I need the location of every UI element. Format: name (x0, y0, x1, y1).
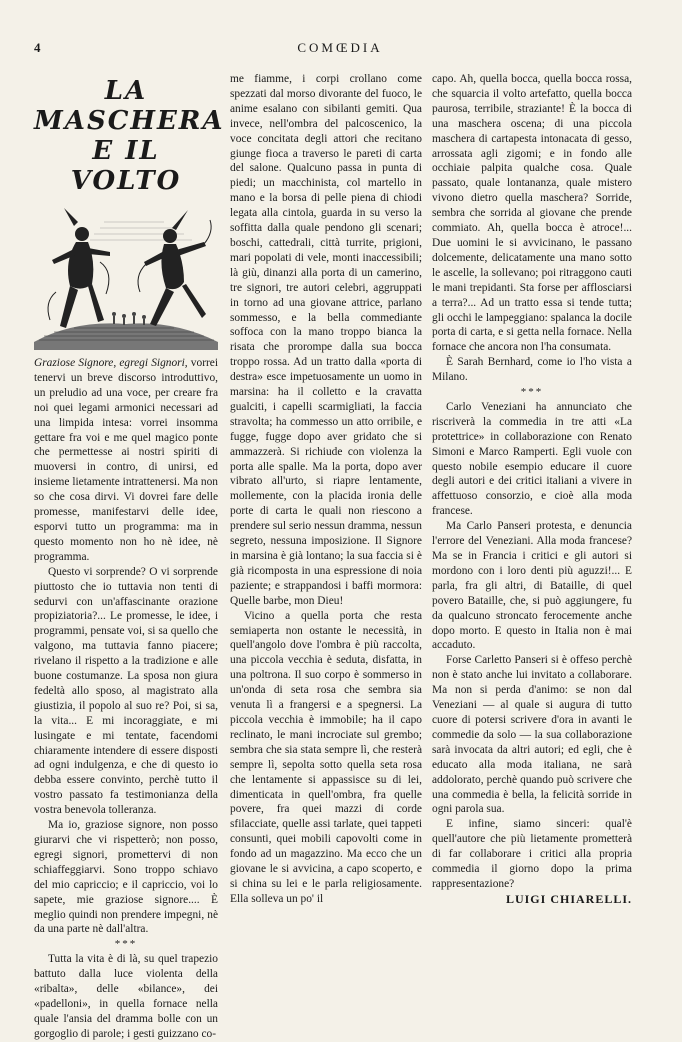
salutation: Graziose Signore, egregi Signori, (34, 357, 188, 369)
paragraph-text: vorrei tenervi un breve discorso introduttivo, un preludio ad una voce, per creare fra noi quei legami armonici necessari ad una limpida intesa: vorrei insomma gettare fra voi e me quel magico ponte che permettesse ai nostri spiriti di muoversi in contro, di unirsi, ed insieme lietamente intrattenersi. Ma non so che cosa dirvi. Vi dovrei fare delle promesse, manifestarvi delle idee, esporvi tutto un programma: ma in questo momento non ho nè idee, nè programma. (34, 357, 218, 563)
paragraph: Questo vi sorprende? O vi sorprende piuttosto che io tuttavia non tenti di sedurvi con un'affascinante orazione propiziatoria?... Le promesse, le idee, i programmi, pensate voi, si sa quello che valgono, ma tuttavia fanno piacere; rivelano il rispetto a la tradizione e alle buone costumanze. La sposa non giura fedeltà allo sposo, al magistrato alla giustizia, il popolo al suo re? Poi, si sa, la vita... E mi incoraggiate, e mi lusingate e mi tentate, facendomi chiaramente intendere di essere disposti ad ogni indulgenza, e che di questo io debba essere convinto, perchè tutto il vostro passato fa testimonianza della vostra benevola tolleranza. (34, 565, 218, 817)
paragraph: Forse Carletto Panseri si è offeso perchè non è stato anche lui invitato a collaborare. Ma non si perda d'animo: se non dal Veneziani — al quale si augura di tutto cuore di potersi scrivere d'ora in avanti le commedie da solo — la sua collaborazione sarà invocata da altri autori; ed egli, che è educato alla moda italiana, ne sarà addolorato, perchè quando può scrivere che una commedia è bella, la felicità sorride in ogni parola sua. (432, 654, 632, 816)
paragraph: me fiamme, i corpi crollano come spezzati dal morso divorante del fuoco, le anime esalano con sibilanti gemiti. Qua invece, nell'ombra del palcoscenico, la voce concitata degli attori che recitano giunge fioca a traverso le pareti di carta del salone. Qualcuno passa in punta di piedi; un macchinista, col martello in mano e la borsa di pelle piena di chiodi legata alla cintola, guarda in su verso la soffitta dalla quale pendono gli scenari; boschi, cattedrali, città turrite, prigioni, mari popolati di vele, monti inaccessibili; là giù, dinanzi alla porta di un camerino, tre signori, tre autori celebri, aggruppati in torno ad una giovane attrice, parlano sommesso, e la bella commediante soffoca con la mano troppo bianca la risata che prorompe dalla sua bocca troppo rossa. Ad un tratto dalla «porta di destra» esce impetuosamente un uomo in marsina: ha il colletto e la cravatta gualciti, i capelli scarmigliati, la faccia stravolta; ha commesso un atto orribile, e fugge, fugge dopo aver gridato che si ammazzerà. Si richiude con violenza la porta alle spalle. Ma la porta, dopo aver vibrato all'urto, si riapre lentamente, mollemente, con la placida ironia delle porte di carta le quali non riescono a prendere sul serio nessun dramma, nessun segreto, nessuna imposizione. Il Signore in marsina è già lontano; la sua faccia si è già ricomposta in una espressione di noia paziente; e strappandosi i baffi mormora: Quelle barbe, mon Dieu! (230, 73, 422, 607)
etching-illustration (34, 202, 218, 350)
column-3 (432, 72, 632, 907)
paragraph: Tutta la vita è di là, su quel trapezio battuto dalla luce violenta della «ribalta», delle «bilance», dei «padelloni», in quella fornace nella quale l'ansia del dramma bolle con un gorgoglio di parole; i gesti guizzano co- (34, 953, 218, 1040)
article-title-line-2: E IL VOLTO (70, 136, 182, 196)
column-1 (34, 72, 225, 1042)
column-2 (230, 72, 422, 907)
page-header (34, 40, 646, 60)
paragraph (34, 356, 218, 565)
author-signature: LUIGI CHIARELLI. (505, 891, 632, 906)
paragraph: Vicino a quella porta che resta semiaperta non ostante le necessità, in quell'angolo dove l'ombra è più raccolta, una piccola vecchia è seduta, disfatta, in una poltrona. Il suo corpo è sommerso in un'onda di seta rosa che sembra sia venuta lì a frangersi e a spegnersi. La piccola vecchia è immobile; ha il capo reclinato, le mani incrociate sul grembo; sembra che sia stata sempre lì, che resterà sempre lì, sepolta sotto quella seta rosa che lentamente si appassisce su di lei, dimenticata in quell'ombra, fra quelle povere, fra quei mazzi di corde sfilacciate, quelle assi tarlate, quei tappeti consunti, quei mobili capovolti come in fondo ad un magazzino. Ma ecco che un giovane le si avvicina, a capo scoperto, e si china su lei e le parla religiosamente. Ella solleva un po' il (230, 609, 422, 905)
separator: *** (114, 938, 138, 951)
paragraph: E infine, siamo sinceri: qual'è quell'autore che più lietamente prometterà di far collaborare i critici alla propria commedia il giorno dopo la prima rappresentazione? (432, 818, 632, 890)
paragraph: Ma Carlo Panseri protesta, e denuncia l'errore del Veneziani. Alla moda francese? Ma se in Francia i critici e gli autori si mordono con i loro denti più aguzzi!... E parla, fra gli altri, di Bataille, di quel povero Bataille, che, si può aggiungere, fu da qualcuno stroncato ferocemente anche dopo morto. E questo in Italia non è mai accaduto. (432, 520, 632, 652)
page-number: 4 (34, 40, 41, 55)
article-title-line-1: LA MASCHERA (34, 76, 225, 136)
paragraph: Carlo Veneziani ha annunciato che riscriverà la commedia in tre atti «La protettrice» in collaborazione con Renato Simoni e Marco Ramperti. Egli vuole con questo nobile esempio educare il cuore degli autori e dei critici italiani a vivere in affettuoso consorzio, e cioè alla moda francese. (432, 400, 632, 518)
paragraph: capo. Ah, quella bocca, quella bocca rossa, che squarcia il volto artefatto, quella bocca paurosa, terribile, straziante! È la bocca di una maschera oscena; di una piccola maschera di cartapesta intonacata di gesso, arrossata agli zigomi; e in fondo alle occhiaie palpita qualche cosa. Quale passato, quale lontananza, quale mistero vivono dietro quella maschera? Sorride, sembra che sorrida al giovane che prende commiato. Ah, quella bocca è atroce!... Due uomini le si avvicinano, le passano dolcemente, delicatamente una mano sotto le ascelle, la sollevano; poi ritraggono cauti le mani trepidanti. Sta forse per afflosciarsi a terra?... Ad un tratto essa si tende tutta; gli occhi le lampeggiano: spalanca la docile porta di carta, e si getta nella fornace. Nella fornace che ancora non l'ha consumata. (432, 73, 632, 354)
paragraph: È Sarah Bernhard, come io l'ho vista a Milano. (432, 356, 632, 384)
paragraph: Ma io, graziose signore, non posso giurarvi che vi rispetterò; non posso, egregi signori, promettervi di non schiaffeggiarvi. Sono troppo schiavo del mio capriccio; e il capriccio, voi lo sapete, mie graziose signore.... È meglio quindi non prendere impegni, nè da una parte nè dall'altra. (34, 819, 218, 936)
separator: *** (520, 386, 544, 399)
magazine-title: COMŒDIA (297, 40, 383, 55)
article-title (34, 76, 225, 196)
